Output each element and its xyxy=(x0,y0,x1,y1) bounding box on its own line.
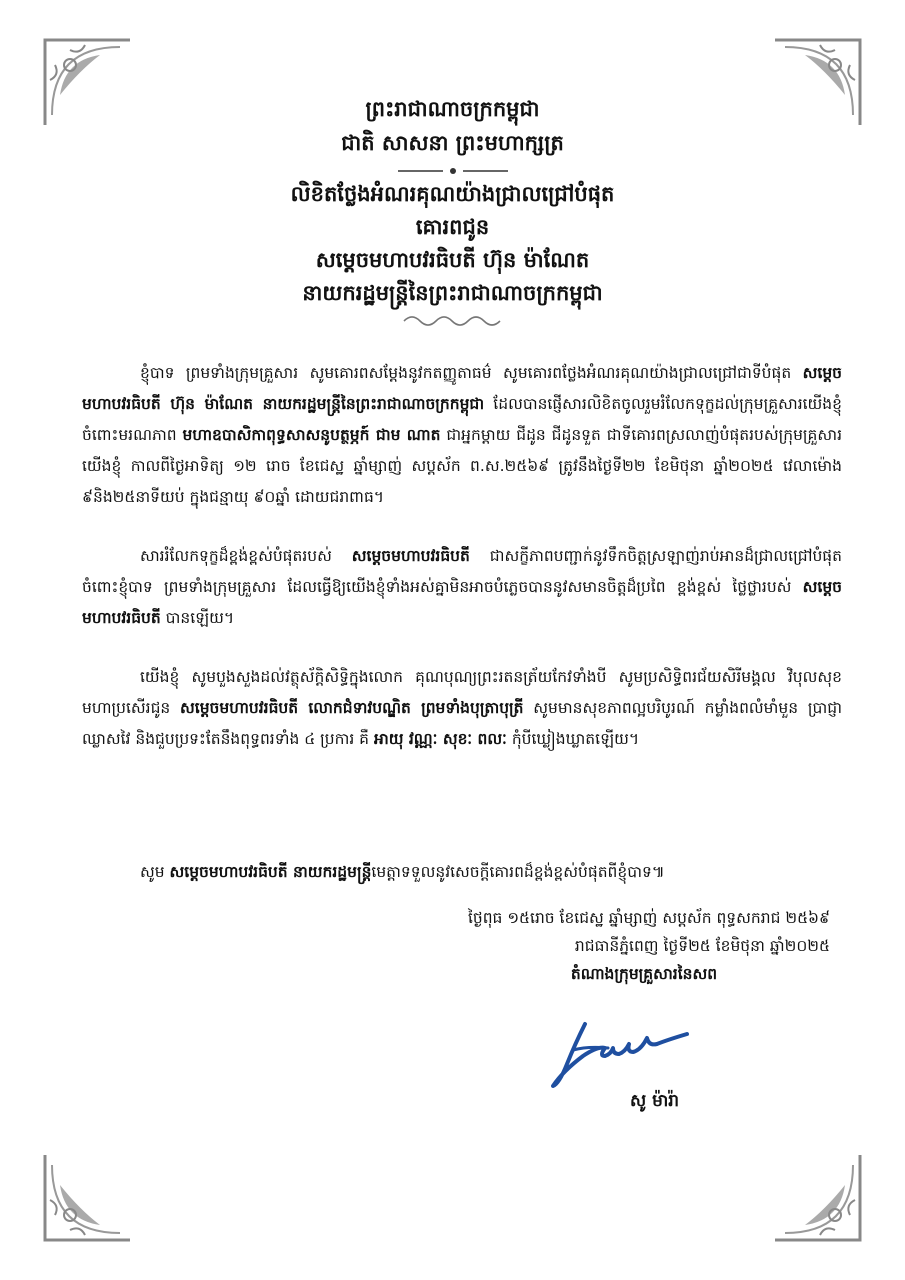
lunar-date: ថ្ងៃពុធ ១៥រោច ខែជេស្ឋ ឆ្នាំម្សាញ់ សប្តស័ក ពុទ្ធសករាជ ២៥៦៩ xyxy=(467,909,830,927)
title-line-thanks: លិខិតថ្លែងអំណរគុណយ៉ាងជ្រាលជ្រៅបំផុត xyxy=(290,182,615,206)
corner-ornament-bottom-left xyxy=(40,1150,135,1245)
p1-text-a: ខ្ញុំបាទ ព្រមទាំងក្រុមគ្រួសារ សូមគោរពសម្តែងនូវកតញ្ញូតាធម៌ សូមគោរពថ្លែងអំណរគុណយ៉ាងជ្រាលជ្រៅជាទីបំផុត xyxy=(140,364,803,382)
closing-text-c: មេត្តាទទួលនូវសេចក្តីគោរពដ៏ខ្ពង់ខ្ពស់បំផុតពីខ្ញុំបាទ៕ xyxy=(371,863,665,881)
header-divider-icon xyxy=(398,166,508,176)
flourish-divider-icon xyxy=(402,314,502,328)
date-block xyxy=(468,904,830,988)
solar-date: រាជធានីភ្នំពេញ ថ្ងៃទី២៥ ខែមិថុនា ឆ្នាំ២០២៥ xyxy=(574,937,830,955)
p3-text-e: កុំបីឃ្លៀងឃ្លាតឡើយ។ xyxy=(506,730,640,748)
corner-ornament-bottom-right xyxy=(770,1150,865,1245)
paragraph-3 xyxy=(82,662,842,755)
letter-title xyxy=(0,178,905,310)
family-representative: តំណាងក្រុមគ្រួសារនៃសព xyxy=(570,965,718,983)
paragraph-1 xyxy=(82,358,842,513)
p2-recipient-2: សម្តេចមហាបវរធិបតី xyxy=(82,578,842,627)
p2-recipient: សម្តេចមហាបវរធិបតី xyxy=(351,547,470,565)
header-kingdom: ព្រះរាជាណាចក្រកម្ពុជា xyxy=(365,97,540,121)
header-motto: ជាតិ សាសនា ព្រះមហាក្សត្រ xyxy=(341,131,564,155)
title-line-recipient: សម្តេចមហាបវរធិបតី ហ៊ុន ម៉ាណែត xyxy=(315,248,590,272)
national-header xyxy=(0,92,905,186)
p2-text-a: សាររំលែកទុក្ខដ៏ខ្ពង់ខ្ពស់បំផុតរបស់ xyxy=(140,547,352,565)
p1-recipient: សម្តេចមហាបវរធិបតី ហ៊ុន ម៉ាណែត នាយករដ្ឋមន្ត្រីនៃព្រះរាជាណាចក្រកម្ពុជា xyxy=(82,364,842,413)
letter-body xyxy=(82,358,842,783)
closing-line xyxy=(82,857,842,888)
closing-recipient: សម្តេចមហាបវរធិបតី នាយករដ្ឋមន្ត្រី xyxy=(169,863,372,881)
p3-text-a: យើងខ្ញុំ សូមបួងសួងដល់វត្ថុស័ក្តិសិទ្ធិក្នុងលោក គុណបុណ្យព្រះរតនត្រ័យកែវទាំងបី សូមប្រសិទ្ធិពរជ័យសិរីមង្គល វិបុលសុខ មហាប្រសើរជូន xyxy=(82,668,842,717)
p1-text-c: ដែលបានផ្ញើសារលិខិតចូលរួមរំលែកទុក្ខដល់ក្រុមគ្រួសារយើងខ្ញុំ ចំពោះមរណភាព xyxy=(82,395,842,444)
p2-text-e: បានឡើយ។ xyxy=(160,609,235,627)
p3-recipients: សម្តេចមហាបវរធិបតី លោកជំទាវបណ្ឌិត ព្រមទាំងបុត្រាបុត្រី xyxy=(180,699,524,717)
p2-text-c: ជាសក្ខីភាពបញ្ជាក់នូវទឹកចិត្តស្រឡាញ់រាប់អានដ៏ជ្រាលជ្រៅបំផុតចំពោះខ្ញុំបាទ ព្រមទាំងក្រុមគ្រួសារ ដែលធ្វើឱ្យយើងខ្ញុំទាំងអស់គ្នាមិនអាចបំភ្លេចបាននូវសមានចិត្តដ៏ប្រពៃ ខ្ពង់ខ្ពស់ ថ្លៃថ្លារបស់ xyxy=(82,547,842,596)
p3-text-c: សូមមានសុខភាពល្អបរិបូរណ៍ កម្លាំងពលំមាំមួន ប្រាជ្ញាឈ្លាសវៃ និងជួបប្រទះតែនឹងពុទ្ធពរទាំង ៤ ប្រការ គឺ xyxy=(82,699,842,748)
p1-text-e: ជាអ្នកម្តាយ ជីដូន ជីដូនទួត ជាទីគោរពស្រលាញ់បំផុតរបស់ក្រុមគ្រួសារយើងខ្ញុំ កាលពីថ្ងៃអាទិត្យ ១២ រោច ខែជេស្ឋ ឆ្នាំម្សាញ់ សប្តស័ក ព.ស.២៥៦៩ ត្រូវនឹងថ្ងៃទី២២ ខែមិថុនា ឆ្នាំ២០២៥ វេលាម៉ោង ៩និង២៥នាទីយប់ ក្នុងជន្មាយុ ៩០ឆ្នាំ ដោយជរាពាធ។ xyxy=(82,426,842,506)
p3-blessings: អាយុ វណ្ណៈ សុខៈ ពលៈ xyxy=(373,730,507,748)
title-line-respect: គោរពជូន xyxy=(415,215,490,239)
closing-text-a: សូម xyxy=(140,863,170,881)
p1-deceased-name: មហាឧបាសិកាពុទ្ធសាសនូបត្ថម្ភក៍ ជាម ណាត xyxy=(182,426,441,444)
signer-name: សូ ម៉ារ៉ា xyxy=(630,1091,680,1111)
paragraph-2 xyxy=(82,541,842,634)
handwritten-signature xyxy=(545,1012,695,1092)
title-line-position: នាយករដ្ឋមន្ត្រីនៃព្រះរាជាណាចក្រកម្ពុជា xyxy=(302,281,603,305)
